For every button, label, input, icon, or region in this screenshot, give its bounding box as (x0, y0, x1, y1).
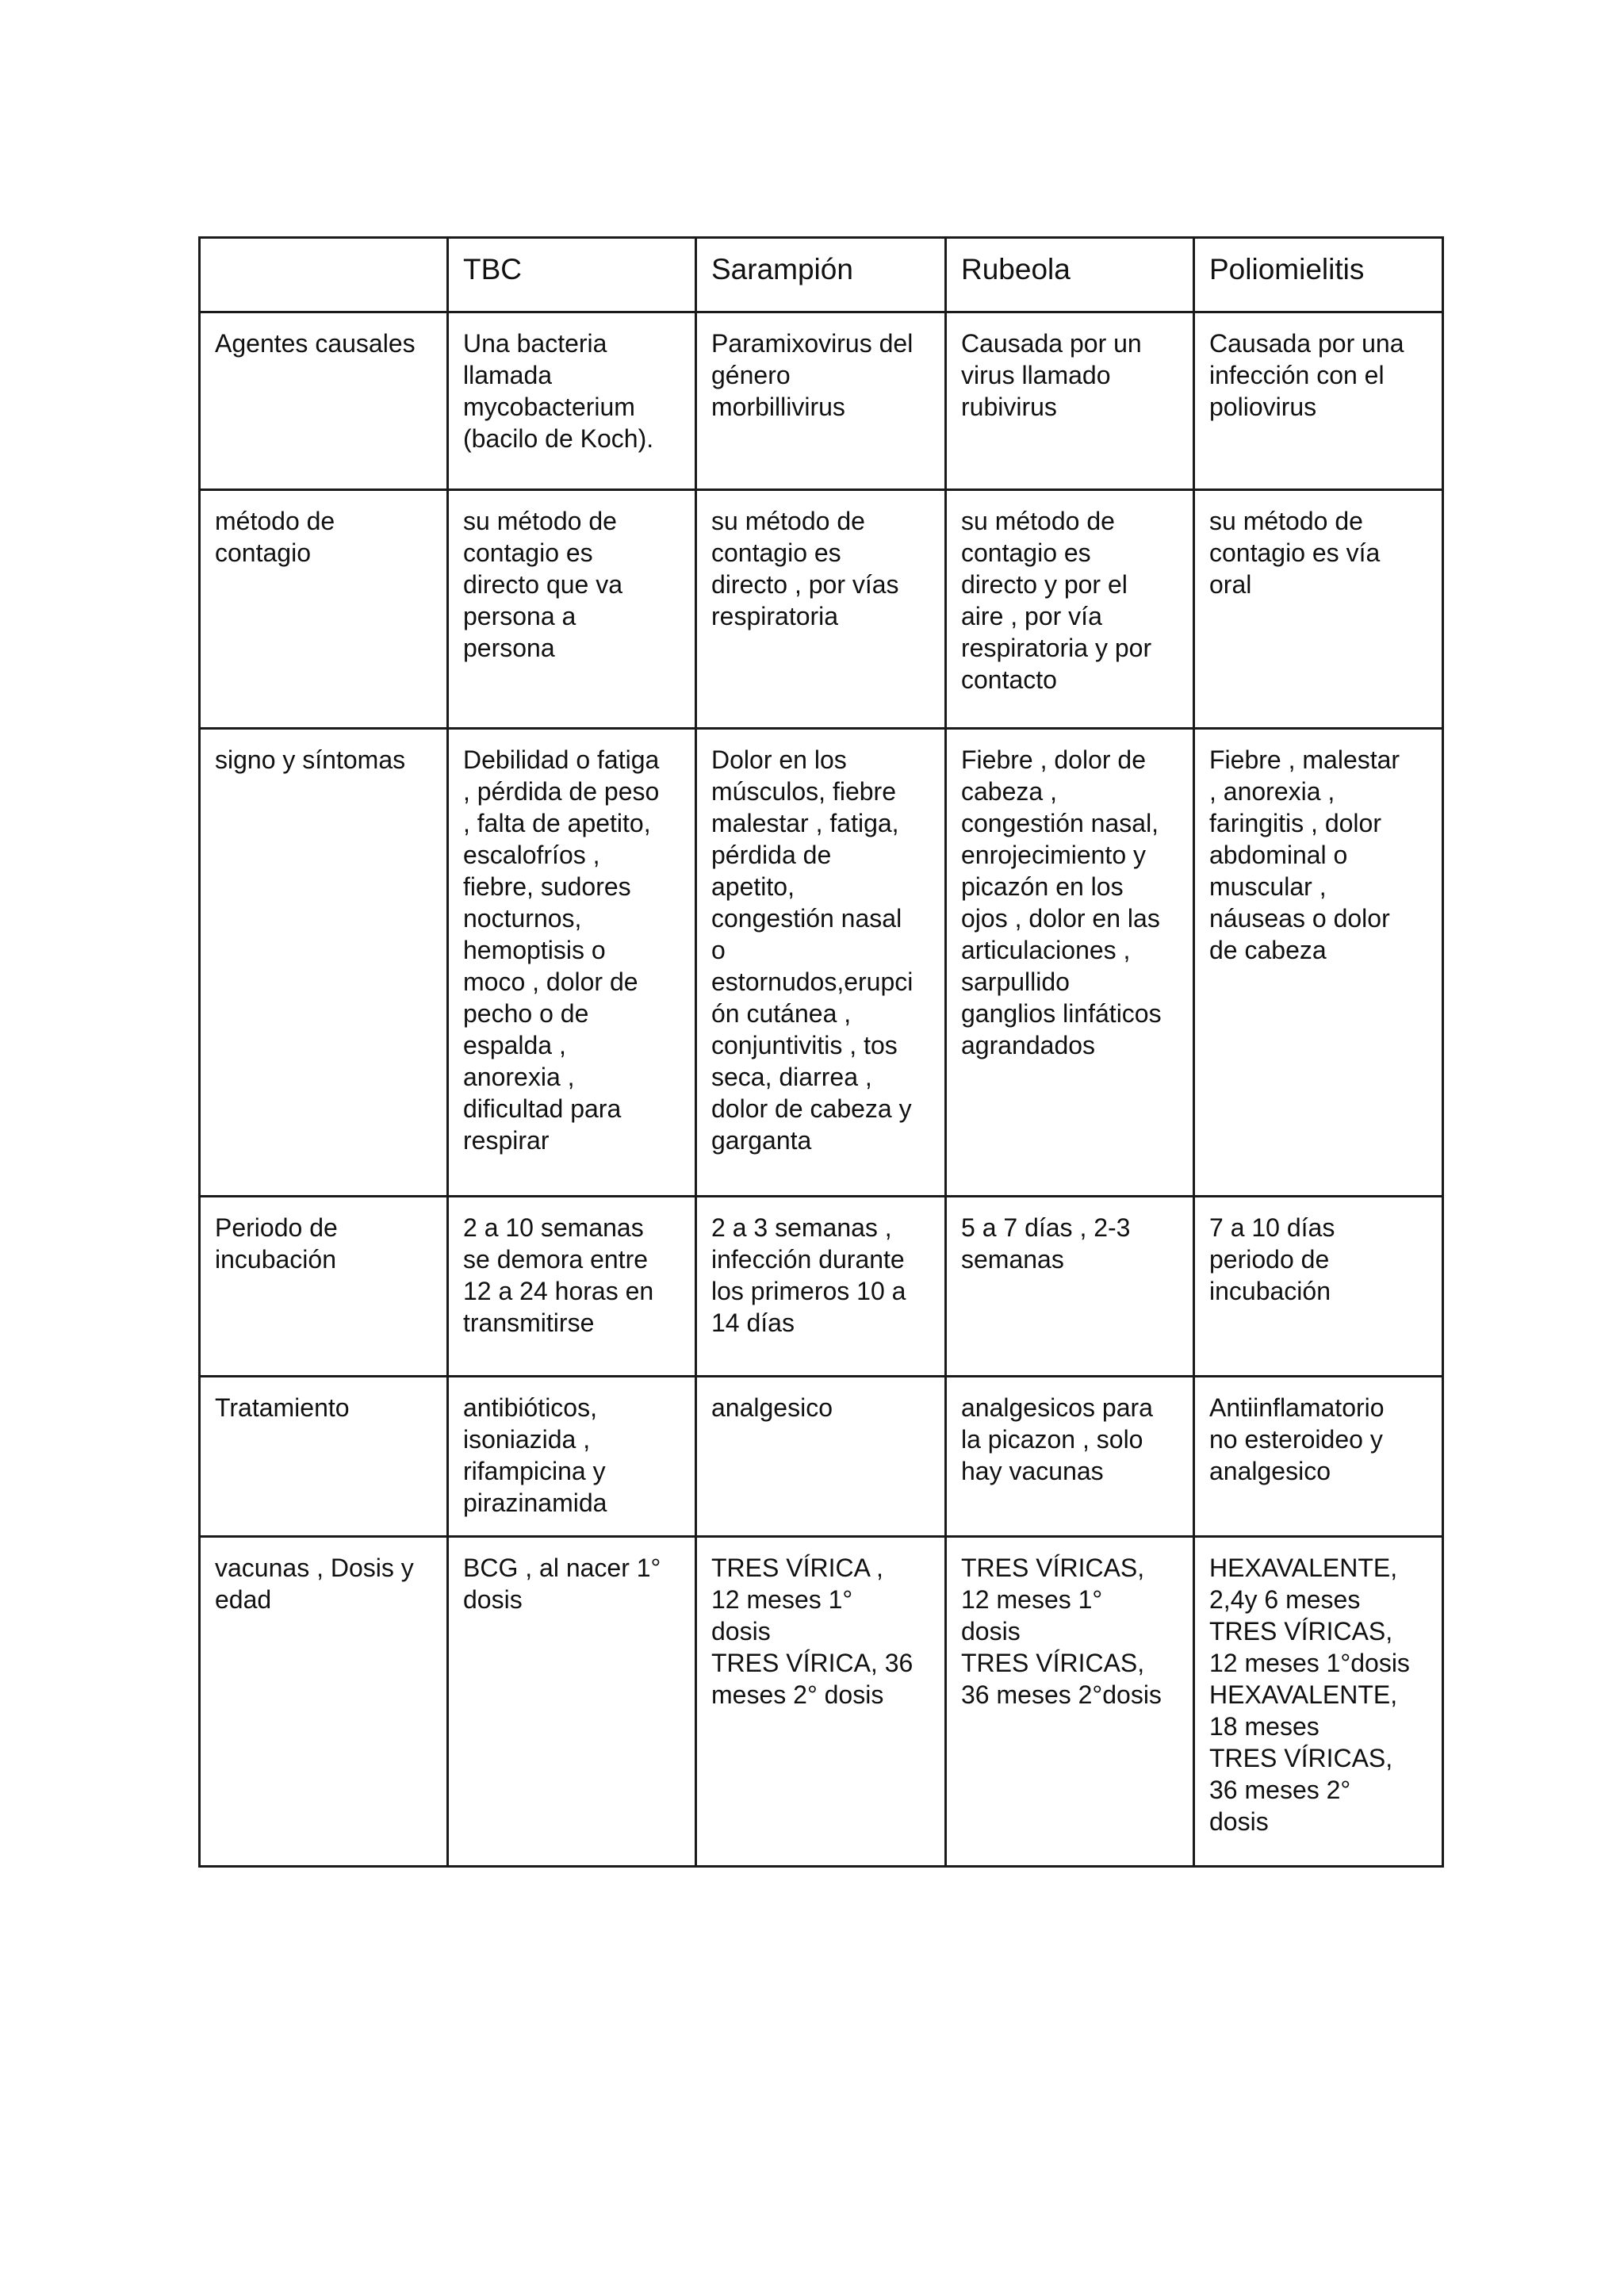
table-cell: 7 a 10 días periodo de incubación (1194, 1197, 1443, 1377)
header-cell-sarampion: Sarampión (696, 238, 946, 312)
table-cell: Fiebre , dolor de cabeza , congestión nasal, enrojecimiento y picazón en los ojos , dolor en las articulaciones , sarpullido ganglios linfáticos agrandados (946, 729, 1194, 1197)
row-label-periodo-de-incubacion: Periodo de incubación (200, 1197, 448, 1377)
table-cell: Dolor en los músculos, fiebre malestar , fatiga, pérdida de apetito, congestión nasal o estornudos,erupci ón cutánea , conjuntivitis , tos seca, diarrea , dolor de cabeza y garganta (696, 729, 946, 1197)
table-cell: analgesicos para la picazon , solo hay vacunas (946, 1377, 1194, 1537)
row-label-tratamiento: Tratamiento (200, 1377, 448, 1537)
table-cell: su método de contagio es directo , por vías respiratoria (696, 490, 946, 729)
table-cell: su método de contagio es vía oral (1194, 490, 1443, 729)
table-cell: TRES VÍRICAS, 12 meses 1° dosis TRES VÍRICAS, 36 meses 2°dosis (946, 1537, 1194, 1867)
table-header-row (200, 238, 1443, 312)
table-cell: su método de contagio es directo y por el aire , por vía respiratoria y por contacto (946, 490, 1194, 729)
table-cell: BCG , al nacer 1° dosis (448, 1537, 696, 1867)
table-cell: TRES VÍRICA , 12 meses 1° dosis TRES VÍRICA, 36 meses 2° dosis (696, 1537, 946, 1867)
table-cell: antibióticos, isoniazida , rifampicina y pirazinamida (448, 1377, 696, 1537)
table-cell: Paramixovirus del género morbillivirus (696, 312, 946, 490)
table-cell: Causada por un virus llamado rubivirus (946, 312, 1194, 490)
row-label-signo-y-sintomas: signo y síntomas (200, 729, 448, 1197)
table-row (200, 312, 1443, 490)
table-cell: 2 a 10 semanas se demora entre 12 a 24 horas en transmitirse (448, 1197, 696, 1377)
table-cell: Debilidad o fatiga , pérdida de peso , falta de apetito, escalofríos , fiebre, sudores nocturnos, hemoptisis o moco , dolor de pecho o de espalda , anorexia , dificultad para respirar (448, 729, 696, 1197)
table-cell: HEXAVALENTE, 2,4y 6 meses TRES VÍRICAS, 12 meses 1°dosis HEXAVALENTE, 18 meses TRES VÍRICAS, 36 meses 2° dosis (1194, 1537, 1443, 1867)
table-cell: 2 a 3 semanas , infección durante los primeros 10 a 14 días (696, 1197, 946, 1377)
header-cell-empty (200, 238, 448, 312)
table-row (200, 729, 1443, 1197)
header-cell-rubeola: Rubeola (946, 238, 1194, 312)
row-label-vacunas-dosis-y-edad: vacunas , Dosis y edad (200, 1537, 448, 1867)
header-cell-tbc: TBC (448, 238, 696, 312)
table-row (200, 490, 1443, 729)
table-cell: Una bacteria llamada mycobacterium (bacilo de Koch). (448, 312, 696, 490)
table-cell: analgesico (696, 1377, 946, 1537)
row-label-metodo-de-contagio: método de contagio (200, 490, 448, 729)
table-cell: Causada por una infección con el poliovirus (1194, 312, 1443, 490)
table-cell: Fiebre , malestar , anorexia , faringitis , dolor abdominal o muscular , náuseas o dolor de cabeza (1194, 729, 1443, 1197)
table-row (200, 1377, 1443, 1537)
table-cell: 5 a 7 días , 2-3 semanas (946, 1197, 1194, 1377)
disease-comparison-table (198, 236, 1444, 1868)
table-row (200, 1197, 1443, 1377)
table-row (200, 1537, 1443, 1867)
table-cell: Antiinflamatorio no esteroideo y analgesico (1194, 1377, 1443, 1537)
row-label-agentes-causales: Agentes causales (200, 312, 448, 490)
table-cell: su método de contagio es directo que va persona a persona (448, 490, 696, 729)
header-cell-poliomielitis: Poliomielitis (1194, 238, 1443, 312)
